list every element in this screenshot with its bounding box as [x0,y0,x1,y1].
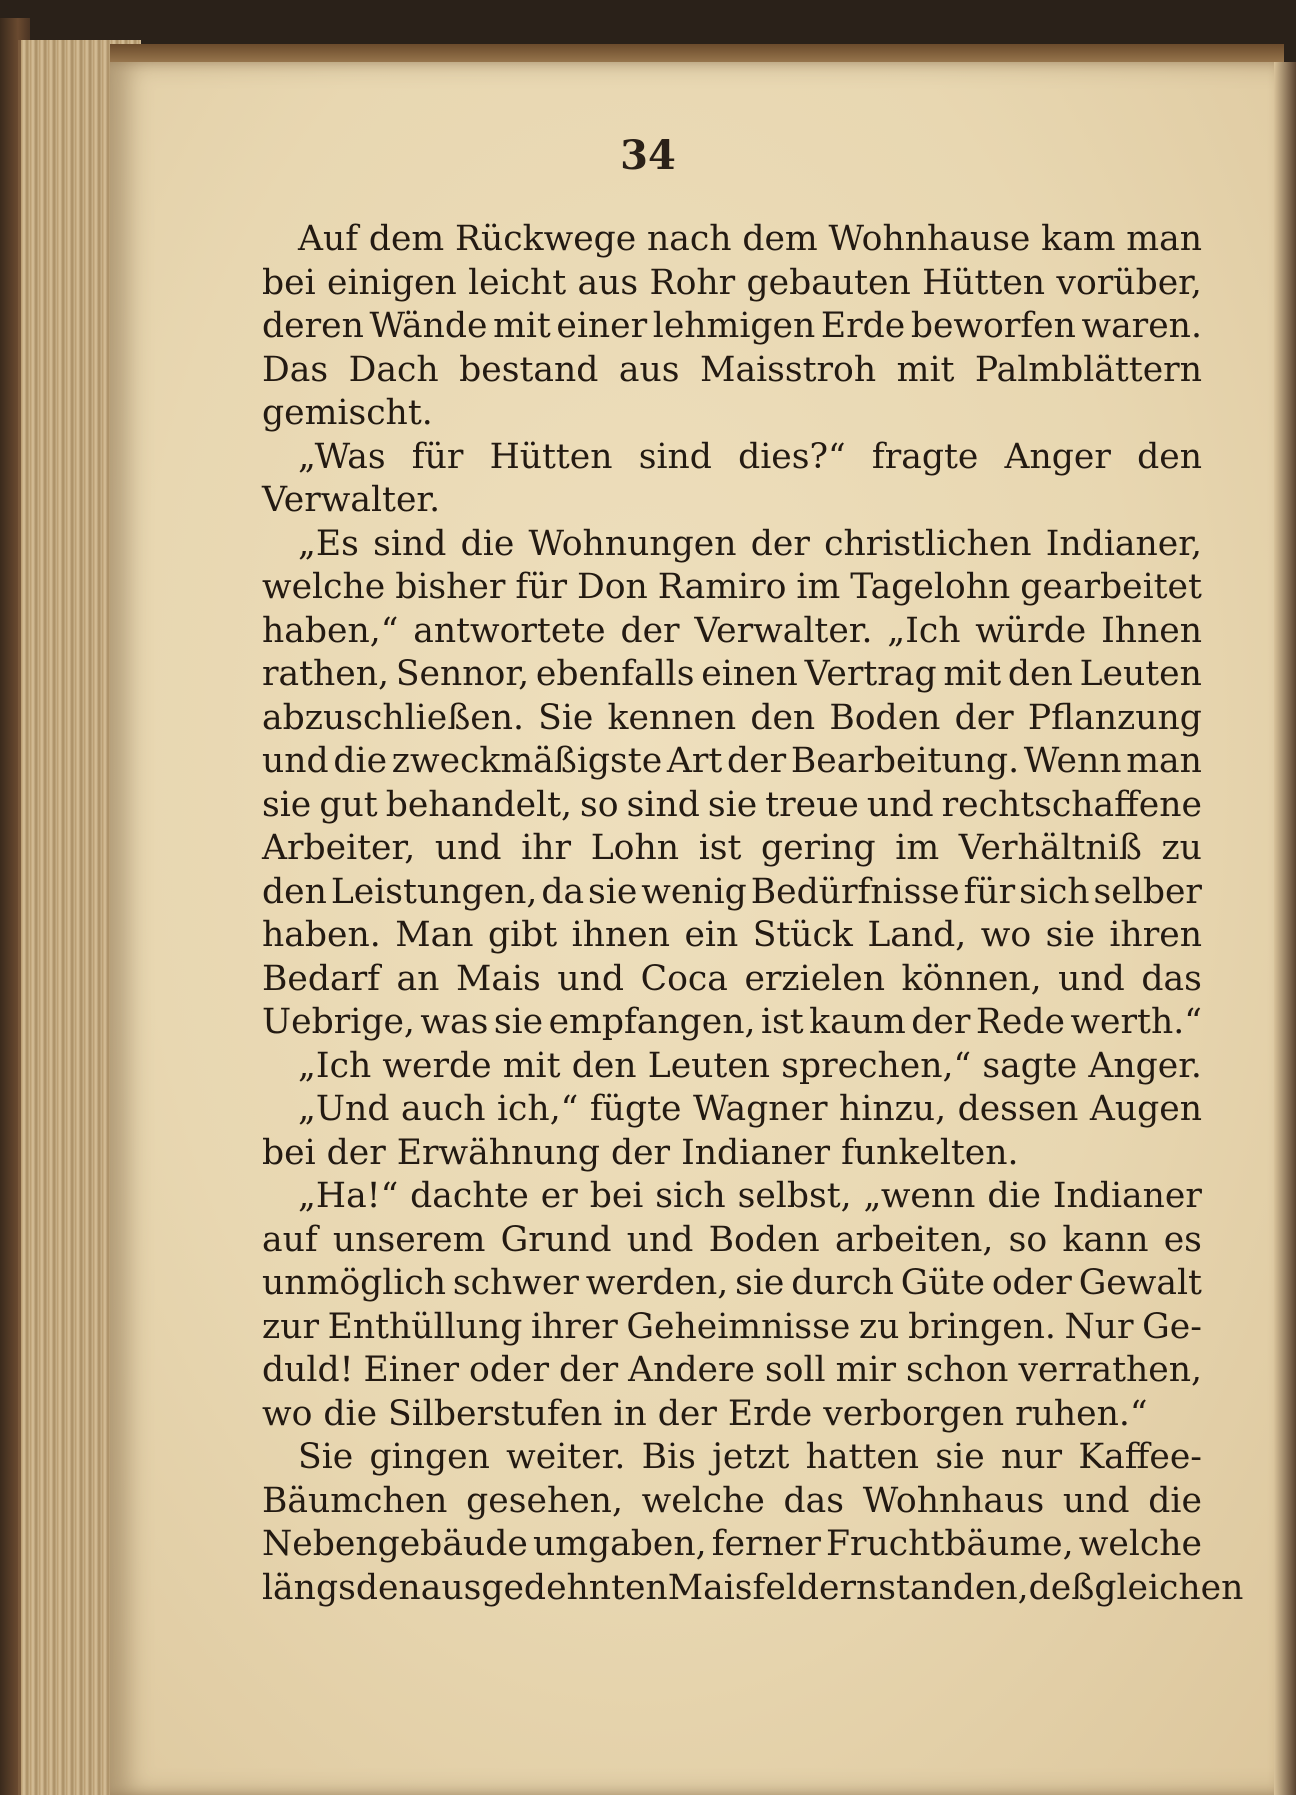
text-line: längs den ausgedehnten Maisfeldern standen, deßgleichen [262,1567,1244,1608]
text-line: Bedarf an Mais und Coca erzielen können, und das [262,958,1202,999]
text-line: unmöglich schwer werden, sie durch Güte oder Gewalt [262,1263,1202,1303]
text-line: und die zweckmäßigste Art der Bearbeitung. Wenn man [262,741,1202,781]
text-line: „Es sind die Wohnungen der christlichen Indianer, [298,523,1202,564]
page-right-shadow [1274,62,1296,1795]
text-line: bei der Erwähnung der Indianer funkelten. [262,1132,1019,1173]
text-line: „Ich werde mit den Leuten sprechen,“ sagte Anger. [298,1045,1202,1086]
text-line: gemischt. [262,393,433,433]
text-line: rathen, Sennor, ebenfalls einen Vertrag mit den Leuten [262,654,1202,694]
text-line: „Was für Hütten sind dies?“ fragte Anger den [298,436,1202,477]
text-line: deren Wände mit einer lehmigen Erde beworfen waren. [262,306,1202,346]
text-line: Uebrige, was sie empfangen, ist kaum der Rede werth.“ [262,1002,1202,1042]
text-line: abzuschließen. Sie kennen den Boden der Pflanzung [262,697,1202,738]
text-line: Das Dach bestand aus Maisstroh mit Palmblättern [262,349,1202,390]
text-line: zur Enthüllung ihrer Geheimnisse zu bringen. Nur Ge- [262,1306,1202,1347]
text-line: haben,“ antwortete der Verwalter. „Ich würde Ihnen [262,610,1202,651]
text-line: „Ha!“ dachte er bei sich selbst, „wenn die Indianer [298,1176,1202,1216]
text-line: bei einigen leicht aus Rohr gebauten Hütten vorüber, [262,262,1202,303]
text-line: auf unserem Grund und Boden arbeiten, so kann es [262,1219,1202,1260]
text-line: Auf dem Rückwege nach dem Wohnhause kam man [298,219,1202,259]
text-line: Verwalter. [262,480,441,520]
body-text [262,218,1244,1610]
text-line: sie gut behandelt, so sind sie treue und rechtschaffene [262,784,1202,825]
text-line: Bäumchen gesehen, welche das Wohnhaus und die [262,1480,1202,1521]
page-number: 34 [620,132,676,179]
text-line: haben. Man gibt ihnen ein Stück Land, wo sie ihren [262,915,1202,955]
text-line: den Leistungen, da sie wenig Bedürfnisse für sich selber [262,871,1202,912]
text-line: Nebengebäude umgaben, ferner Fruchtbäume, welche [262,1524,1202,1564]
text-line: welche bisher für Don Ramiro im Tagelohn gearbeitet [262,567,1202,607]
text-line: wo die Silberstufen in der Erde verborgen ruhen.“ [262,1393,1148,1434]
text-line: Sie gingen weiter. Bis jetzt hatten sie nur Kaffee- [298,1437,1202,1477]
text-line: Arbeiter, und ihr Lohn ist gering im Verhältniß zu [262,828,1202,868]
text-line: duld! Einer oder der Andere soll mir schon verrathen, [262,1350,1202,1390]
text-line: „Und auch ich,“ fügte Wagner hinzu, dessen Augen [298,1089,1202,1129]
